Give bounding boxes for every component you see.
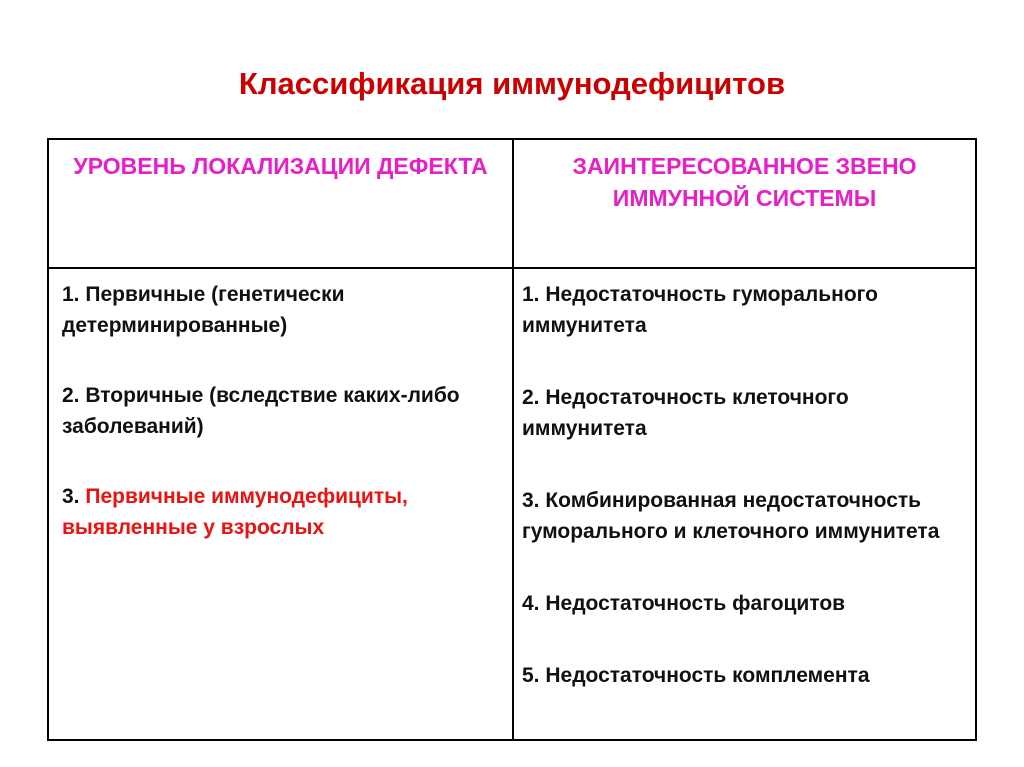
localization-level-column bbox=[62, 279, 502, 543]
header-localization-level: УРОВЕНЬ ЛОКАЛИЗАЦИИ ДЕФЕКТА bbox=[73, 153, 488, 179]
immune-component-column bbox=[522, 279, 967, 691]
item-number: 4. bbox=[522, 592, 546, 615]
list-item bbox=[522, 485, 967, 547]
list-item bbox=[522, 279, 967, 341]
header-immune-component: ЗАИНТЕРЕСОВАННОЕ ЗВЕНО ИММУННОЙ СИСТЕМЫ bbox=[572, 153, 917, 211]
header-divider bbox=[49, 267, 975, 269]
item-number: 5. bbox=[522, 664, 546, 687]
list-item bbox=[62, 481, 502, 543]
item-number: 2. bbox=[62, 384, 86, 407]
item-text: Недостаточность клеточного иммунитета bbox=[522, 386, 849, 440]
item-number: 1. bbox=[62, 283, 86, 306]
item-number: 1. bbox=[522, 283, 546, 306]
slide-title: Классификация иммунодефицитов bbox=[238, 66, 786, 101]
list-item bbox=[522, 382, 967, 444]
column-divider bbox=[512, 140, 514, 739]
item-text: Недостаточность комплемента bbox=[545, 664, 870, 687]
item-number: 2. bbox=[522, 386, 546, 409]
item-text: Недостаточность гуморального иммунитета bbox=[522, 283, 878, 337]
list-item bbox=[522, 588, 967, 619]
item-text: Недостаточность фагоцитов bbox=[545, 592, 846, 615]
item-text-highlighted: Первичные иммунодефициты, выявленные у взрослых bbox=[62, 485, 408, 539]
list-item bbox=[522, 660, 967, 691]
classification-table bbox=[47, 138, 977, 741]
item-number: 3. bbox=[522, 489, 546, 512]
item-text: Комбинированная недостаточность гуморального и клеточного иммунитета bbox=[522, 489, 940, 543]
item-number: 3. bbox=[62, 485, 86, 508]
item-text: Первичные (генетически детерминированные) bbox=[62, 283, 345, 337]
list-item bbox=[62, 380, 502, 442]
item-text: Вторичные (вследствие каких-либо заболеваний) bbox=[62, 384, 460, 438]
list-item bbox=[62, 279, 502, 341]
